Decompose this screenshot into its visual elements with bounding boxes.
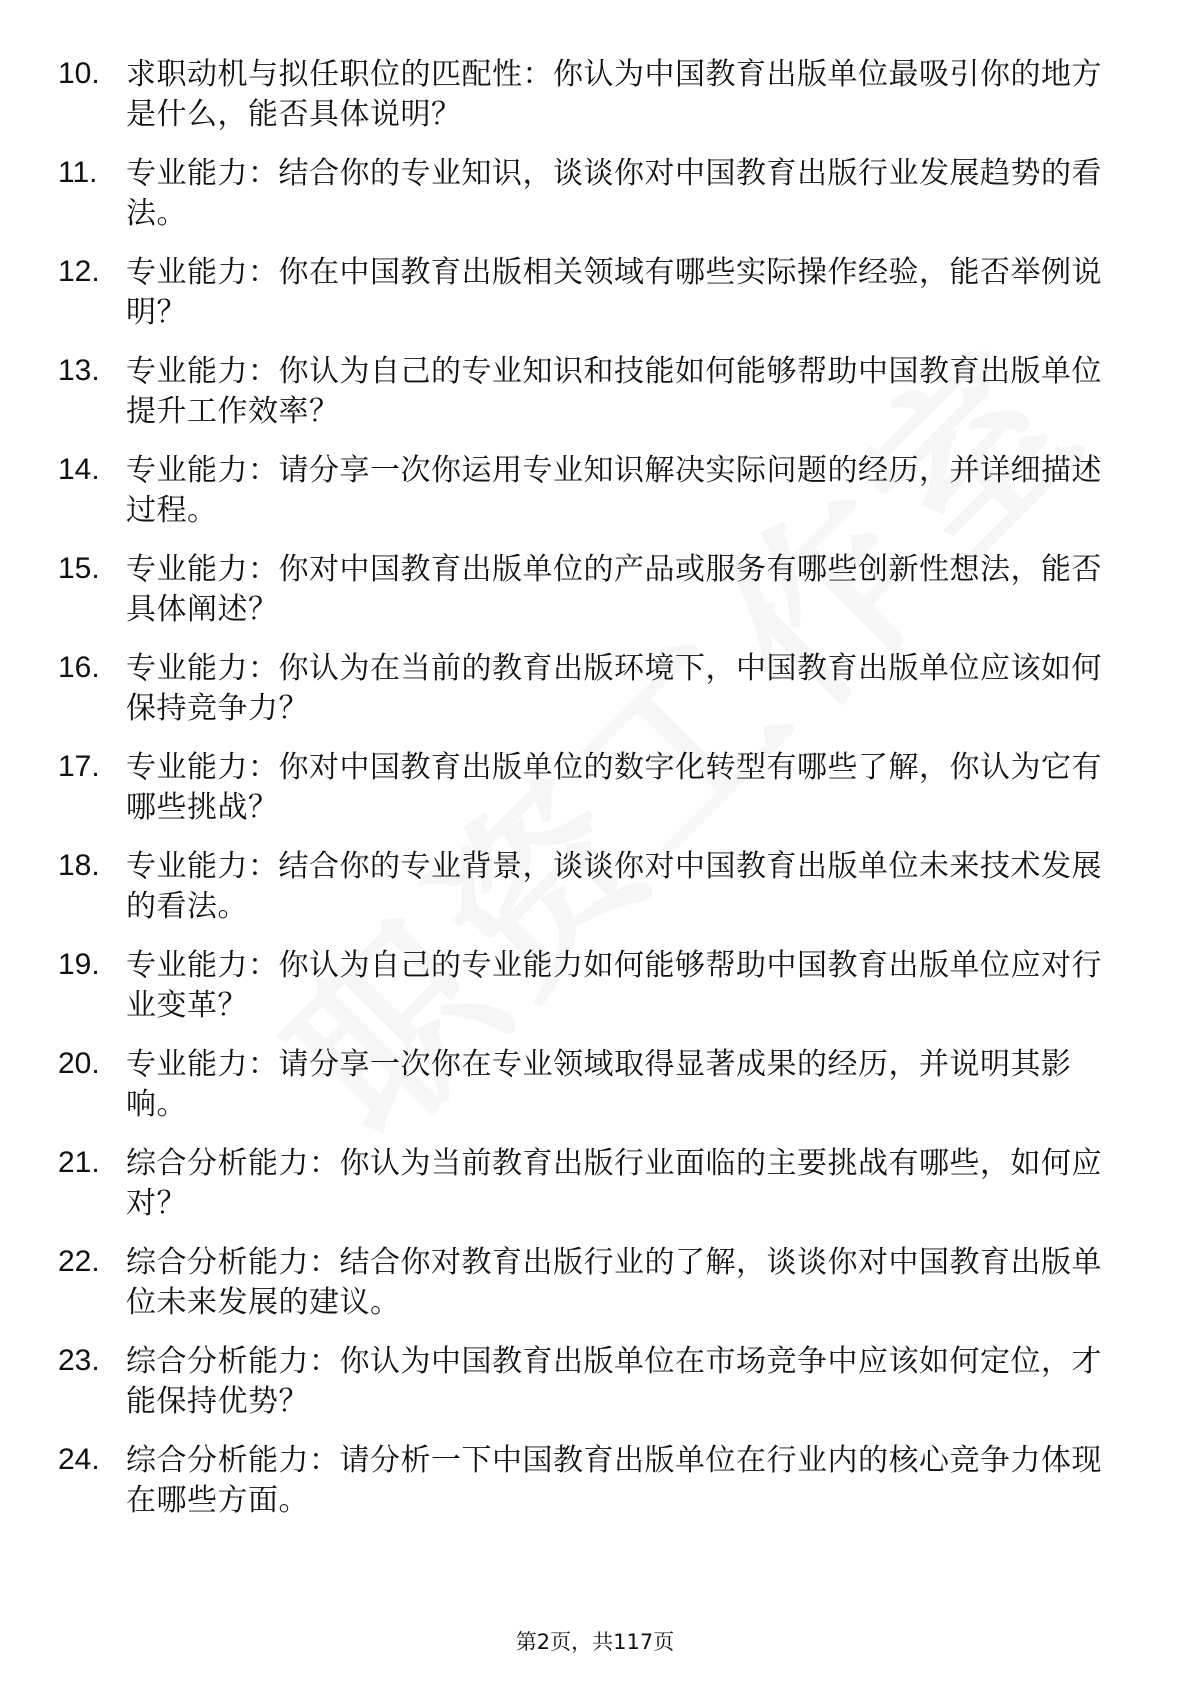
question-item [0, 246, 1190, 345]
question-number: 17. [58, 750, 100, 783]
question-number: 14. [58, 453, 100, 486]
question-text: 求职动机与拟任职位的匹配性：你认为中国教育出版单位最吸引你的地方是什么，能否具体说明？ [126, 57, 1102, 132]
question-text: 专业能力：你在中国教育出版相关领域有哪些实际操作经验，能否举例说明？ [126, 255, 1102, 330]
question-text: 专业能力：请分享一次你运用专业知识解决实际问题的经历，并详细描述过程。 [126, 453, 1102, 528]
question-item [0, 345, 1190, 444]
question-number: 20. [58, 1047, 100, 1080]
question-item [0, 840, 1190, 939]
question-number: 18. [58, 849, 100, 882]
question-text: 专业能力：请分享一次你在专业领域取得显著成果的经历，并说明其影响。 [126, 1047, 1072, 1122]
question-text: 综合分析能力：请分析一下中国教育出版单位在行业内的核心竞争力体现在哪些方面。 [126, 1443, 1102, 1518]
question-item [0, 1434, 1190, 1533]
question-number: 23. [58, 1344, 100, 1377]
question-number: 16. [58, 651, 100, 684]
question-number: 24. [58, 1443, 100, 1476]
question-item [0, 1038, 1190, 1137]
question-item [0, 1335, 1190, 1434]
question-text: 专业能力：结合你的专业知识，谈谈你对中国教育出版行业发展趋势的看法。 [126, 156, 1102, 231]
question-text: 专业能力：你对中国教育出版单位的产品或服务有哪些创新性想法，能否具体阐述？ [126, 552, 1102, 627]
question-number: 21. [58, 1146, 100, 1179]
question-item [0, 147, 1190, 246]
question-text: 专业能力：你对中国教育出版单位的数字化转型有哪些了解，你认为它有哪些挑战？ [126, 750, 1102, 825]
question-text: 专业能力：你认为自己的专业知识和技能如何能够帮助中国教育出版单位提升工作效率？ [126, 354, 1102, 429]
question-item [0, 444, 1190, 543]
question-number: 12. [58, 255, 100, 288]
question-item [0, 48, 1190, 147]
question-number: 22. [58, 1245, 100, 1278]
question-text: 专业能力：你认为在当前的教育出版环境下，中国教育出版单位应该如何保持竞争力？ [126, 651, 1102, 726]
question-item [0, 939, 1190, 1038]
question-number: 19. [58, 948, 100, 981]
question-text: 综合分析能力：你认为当前教育出版行业面临的主要挑战有哪些，如何应对？ [126, 1146, 1102, 1221]
question-item [0, 642, 1190, 741]
question-item [0, 741, 1190, 840]
question-text: 专业能力：结合你的专业背景，谈谈你对中国教育出版单位未来技术发展的看法。 [126, 849, 1102, 924]
question-number: 10. [58, 57, 100, 90]
question-text: 综合分析能力：结合你对教育出版行业的了解，谈谈你对中国教育出版单位未来发展的建议。 [126, 1245, 1102, 1320]
question-list [0, 48, 1190, 1533]
question-text: 专业能力：你认为自己的专业能力如何能够帮助中国教育出版单位应对行业变革？ [126, 948, 1102, 1023]
question-number: 11. [58, 156, 98, 189]
question-item [0, 1236, 1190, 1335]
question-number: 15. [58, 552, 100, 585]
question-item [0, 1137, 1190, 1236]
question-text: 综合分析能力：你认为中国教育出版单位在市场竞争中应该如何定位，才能保持优势？ [126, 1344, 1102, 1419]
page-footer [0, 1628, 1190, 1656]
question-item [0, 543, 1190, 642]
question-number: 13. [58, 354, 100, 387]
page-number-label: 第2页，共117页 [515, 1630, 675, 1654]
